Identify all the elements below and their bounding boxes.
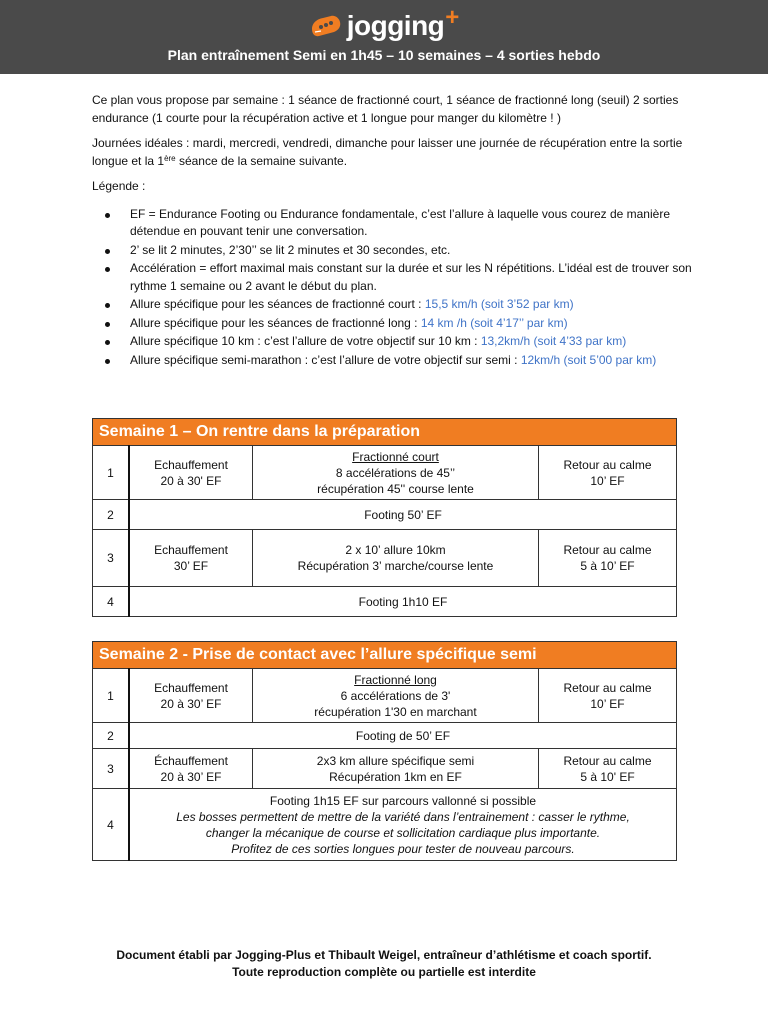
session-number: 2 — [93, 723, 130, 749]
legend-title: Légende : — [92, 179, 146, 193]
footer — [0, 947, 768, 981]
cooldown-cell: Retour au calme 5 à 10’ EF — [539, 530, 677, 587]
warmup-cell: Echauffement 20 à 30’ EF — [129, 669, 253, 723]
full-session-cell: Footing 1h15 EF sur parcours vallonné si possible Les bosses permettent de mettre de la variété dans l’entrainement : casser le rythme, changer la mécanique de course et sollicitation cardiaque plus importante. Profitez de ces sorties longues pour tester de nouveau parcours. — [129, 789, 677, 861]
table-row — [93, 789, 677, 861]
table-row — [93, 446, 677, 500]
main-session-cell: Fractionné court 8 accélérations de 45’’ récupération 45'' course lente — [253, 446, 539, 500]
legend-item: Allure spécifique semi-marathon : c’est l’allure de votre objectif sur semi : 12km/h (soit 5’00 par km) — [92, 352, 692, 370]
running-shoe-icon — [309, 13, 343, 39]
cooldown-cell: Retour au calme 5 à 10' EF — [539, 749, 677, 789]
intro-paragraph-2: Journées idéales : mardi, mercredi, vendredi, dimanche pour laisser une journée de récupération entre la sortie longue et la 1ère séance de la semaine suivante. — [92, 136, 683, 168]
session-number: 4 — [93, 789, 130, 861]
session-number: 4 — [93, 587, 130, 617]
week-2-title: Semaine 2 - Prise de contact avec l’allure spécifique semi — [93, 642, 677, 669]
week-1-title: Semaine 1 – On rentre dans la préparation — [93, 419, 677, 446]
session-number: 2 — [93, 500, 130, 530]
main-session-cell: 2 x 10’ allure 10km Récupération 3’ marche/course lente — [253, 530, 539, 587]
table-row — [93, 669, 677, 723]
session-number: 3 — [93, 530, 130, 587]
table-row — [93, 749, 677, 789]
footer-line-1: Document établi par Jogging-Plus et Thibault Weigel, entraîneur d’athlétisme et coach sportif. — [116, 948, 652, 962]
legend-item: Allure spécifique pour les séances de fractionné court : 15,5 km/h (soit 3’52 par km) — [92, 296, 692, 314]
brand-logo — [0, 4, 768, 42]
table-row — [93, 530, 677, 587]
page-title: Plan entraînement Semi en 1h45 – 10 semaines – 4 sorties hebdo — [167, 47, 601, 63]
full-session-cell: Footing 1h10 EF — [129, 587, 677, 617]
legend-item: EF = Endurance Footing ou Endurance fondamentale, c’est l’allure à laquelle vous courez de manière détendue en pouvant tenir une conversation. — [92, 206, 692, 241]
full-session-cell: Footing 50’ EF — [129, 500, 677, 530]
cooldown-cell: Retour au calme 10’ EF — [539, 669, 677, 723]
brand-plus: + — [445, 4, 460, 31]
cooldown-cell: Retour au calme 10’ EF — [539, 446, 677, 500]
week-1-table — [92, 418, 677, 617]
legend-item: Allure spécifique pour les séances de fractionné long : 14 km /h (soit 4’17’’ par km) — [92, 315, 692, 333]
legend-item: Accélération = effort maximal mais constant sur la durée et sur les N répétitions. L’idéal est de trouver son rythme 1 semaine ou 2 avant le début du plan. — [92, 260, 692, 295]
table-row — [93, 500, 677, 530]
table-row — [93, 723, 677, 749]
full-session-cell: Footing de 50’ EF — [129, 723, 677, 749]
footer-line-2: Toute reproduction complète ou partielle est interdite — [232, 965, 536, 979]
intro-paragraph-1: Ce plan vous propose par semaine : 1 séance de fractionné court, 1 séance de fractionné long (seuil) 2 sorties endurance (1 courte pour la récupération active et 1 longue pour manger du kilomètre ! ) — [92, 93, 679, 125]
intro-section — [92, 92, 692, 370]
warmup-cell: Echauffement 30’ EF — [129, 530, 253, 587]
warmup-cell: Echauffement 20 à 30' EF — [129, 446, 253, 500]
warmup-cell: Échauffement 20 à 30’ EF — [129, 749, 253, 789]
session-number: 1 — [93, 446, 130, 500]
header-bar — [0, 0, 768, 74]
brand-name: jogging — [346, 10, 445, 41]
session-number: 3 — [93, 749, 130, 789]
main-session-cell: Fractionné long 6 accélérations de 3' récupération 1'30 en marchant — [253, 669, 539, 723]
legend-item: Allure spécifique 10 km : c’est l’allure de votre objectif sur 10 km : 13,2km/h (soit 4’33 par km) — [92, 333, 692, 351]
legend-list — [92, 206, 692, 370]
main-session-cell: 2x3 km allure spécifique semi Récupération 1km en EF — [253, 749, 539, 789]
table-row — [93, 587, 677, 617]
legend-item: 2’ se lit 2 minutes, 2’30’’ se lit 2 minutes et 30 secondes, etc. — [92, 242, 692, 260]
session-number: 1 — [93, 669, 130, 723]
week-2-table — [92, 641, 677, 861]
